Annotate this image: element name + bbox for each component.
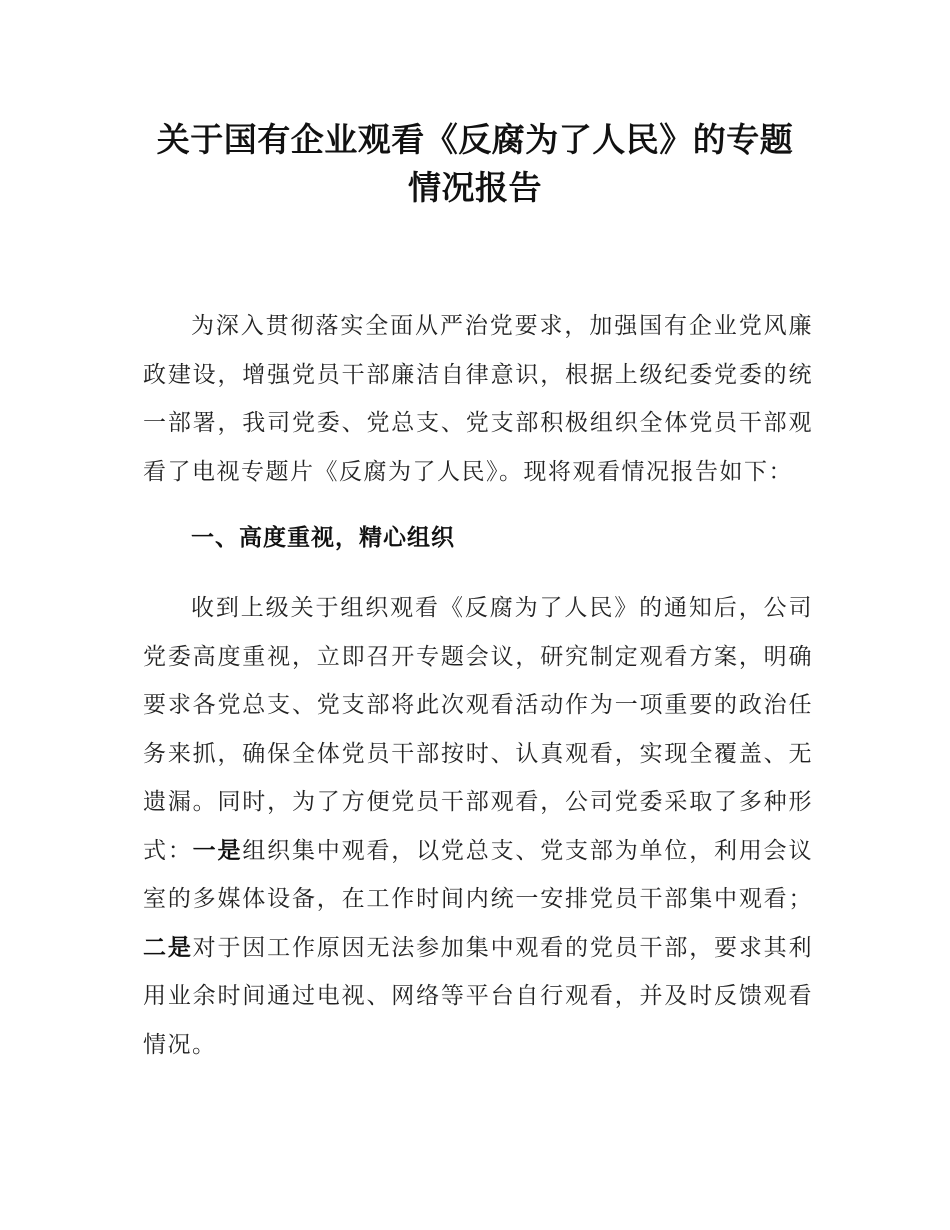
- document-title-line-1: 关于国有企业观看《反腐为了人民》的专题: [156, 120, 794, 159]
- label-first: 一是: [192, 837, 243, 864]
- document-title-line-2: 情况报告: [408, 168, 542, 207]
- section-1-text-part-1: 收到上级关于组织观看《反腐为了人民》的通知后，公司党委高度重视，立即召开专题会议，研究制定观看方案，明确要求各党总支、党支部将此次观看活动作为一项重要的政治任务来抓，确保全体党员干部按时、认真观看，实现全覆盖、无遗漏。同时，为了方便党员干部观看，公司党委采取了多种形式：: [143, 595, 813, 864]
- section-1-text-part-2: 组织集中观看，以党总支、党支部为单位，利用会议室的多媒体设备，在工作时间内统一安排党员干部集中观看；: [143, 837, 814, 912]
- section-1-text-part-3: 对于因工作原因无法参加集中观看的党员干部，要求其利用业余时间通过电视、网络等平台自行观看，并及时反馈观看情况。: [143, 934, 814, 1058]
- label-second: 二是: [143, 934, 193, 961]
- intro-paragraph: 为深入贯彻落实全面从严治党要求，加强国有企业党风廉政建设，增强党员干部廉洁自律意识，根据上级纪委党委的统一部署，我司党委、党总支、党支部积极组织全体党员干部观看了电视专题片《反腐为了人民》。现将观看情况报告如下：: [143, 313, 813, 485]
- section-1-paragraph: [143, 584, 813, 1069]
- section-1-heading: 一、高度重视，精心组织: [191, 525, 455, 551]
